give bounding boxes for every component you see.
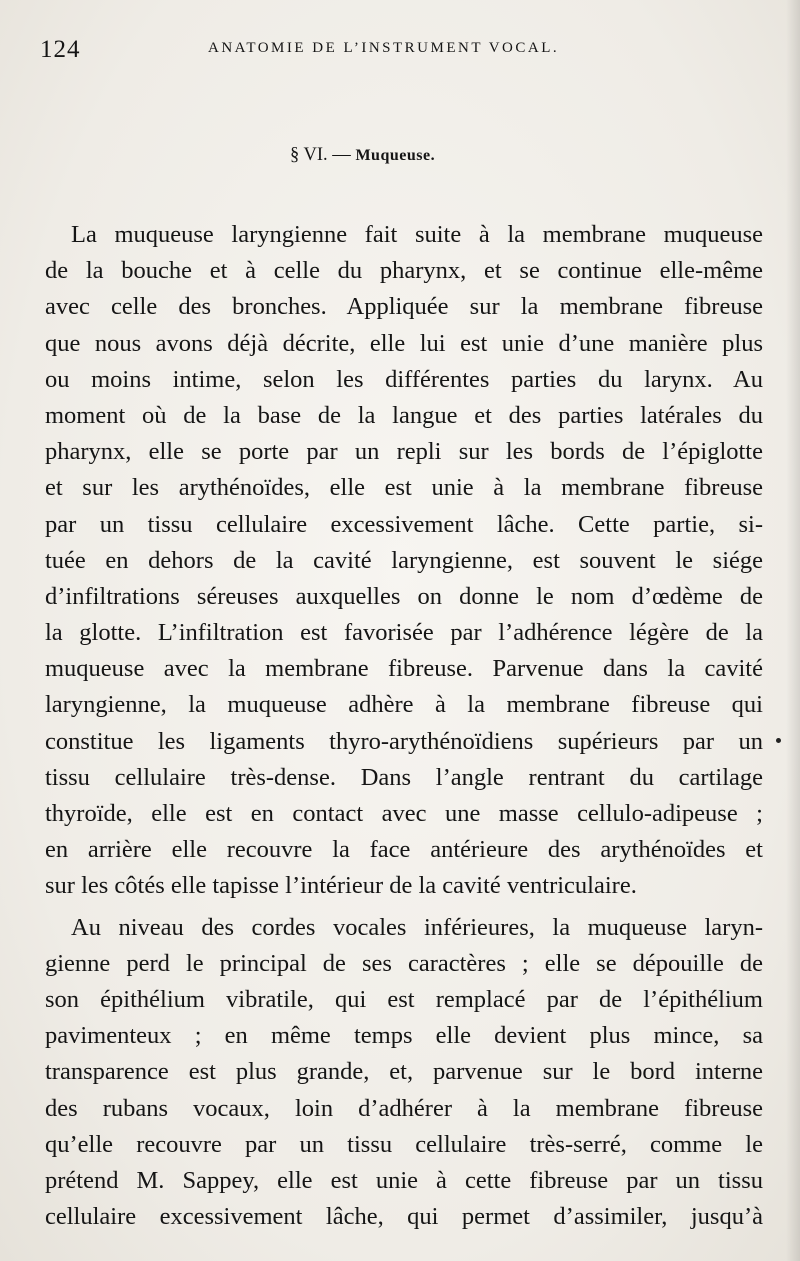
text-line: tuée en dehors de la cavité laryngienne, est souvent le siége [45, 546, 763, 574]
text-line: moment où de la base de la langue et des parties latérales du [45, 401, 763, 429]
text-line: laryngienne, la muqueuse adhère à la membrane fibreuse qui [45, 691, 763, 719]
text-line: transparence est plus grande, et, parvenue sur le bord interne [45, 1058, 763, 1086]
text-line: pharynx, elle se porte par un repli sur les bords de l’épiglotte [45, 438, 763, 466]
page-edge-shadow [786, 0, 800, 1261]
text-line: constitue les ligaments thyro-arythénoïdiens supérieurs par un [45, 727, 763, 755]
text-line: muqueuse avec la membrane fibreuse. Parvenue dans la cavité [45, 655, 763, 683]
paragraph-1 [45, 217, 763, 905]
text-line: tissu cellulaire très-dense. Dans l’angle rentrant du cartilage [45, 763, 763, 791]
section-heading [290, 145, 435, 166]
text-line: par un tissu cellulaire excessivement lâche. Cette partie, si- [45, 510, 763, 538]
section-number: § VI. — [290, 145, 351, 165]
text-line: que nous avons déjà décrite, elle lui est unie d’une manière plus [45, 329, 763, 357]
text-line: gienne perd le principal de ses caractères ; elle se dépouille de [45, 949, 763, 977]
text-line: Au niveau des cordes vocales inférieures, la muqueuse laryn- [71, 913, 763, 941]
text-line: La muqueuse laryngienne fait suite à la membrane muqueuse [71, 221, 763, 248]
text-line: de la bouche et à celle du pharynx, et se continue elle-même [45, 257, 763, 285]
text-line: qu’elle recouvre par un tissu cellulaire très-serré, comme le [45, 1130, 763, 1158]
text-line: en arrière elle recouvre la face antérieure des arythénoïdes et [45, 836, 763, 864]
text-line: cellulaire excessivement lâche, qui permet d’assimiler, jusqu’à [45, 1203, 763, 1231]
text-line: et sur les arythénoïdes, elle est unie à la membrane fibreuse [45, 474, 763, 502]
page-number: 124 [40, 36, 81, 63]
text-line: avec celle des bronches. Appliquée sur la membrane fibreuse [45, 293, 763, 321]
running-head: ANATOMIE DE L’INSTRUMENT VOCAL. [208, 40, 560, 56]
text-line: thyroïde, elle est en contact avec une masse cellulo-adipeuse ; [45, 800, 763, 827]
text-line: prétend M. Sappey, elle est unie à cette fibreuse par un tissu [45, 1166, 763, 1194]
text-line: sur les côtés elle tapisse l’intérieur de la cavité ventriculaire. [45, 872, 637, 900]
section-title: Muqueuse. [355, 147, 436, 164]
text-line: la glotte. L’infiltration est favorisée par l’adhérence légère de la [45, 619, 763, 647]
text-line: d’infiltrations séreuses auxquelles on donne le nom d’œdème de [45, 582, 763, 610]
text-line: pavimenteux ; en même temps elle devient plus mince, sa [45, 1022, 763, 1050]
paragraph-2 [45, 910, 763, 1236]
text-line: son épithélium vibratile, qui est remplacé par de l’épithélium [45, 985, 763, 1013]
text-line: ou moins intime, selon les différentes parties du larynx. Au [45, 365, 763, 393]
ink-speck [776, 738, 781, 743]
text-line: des rubans vocaux, loin d’adhérer à la membrane fibreuse [45, 1094, 763, 1122]
body-text [45, 217, 763, 1235]
